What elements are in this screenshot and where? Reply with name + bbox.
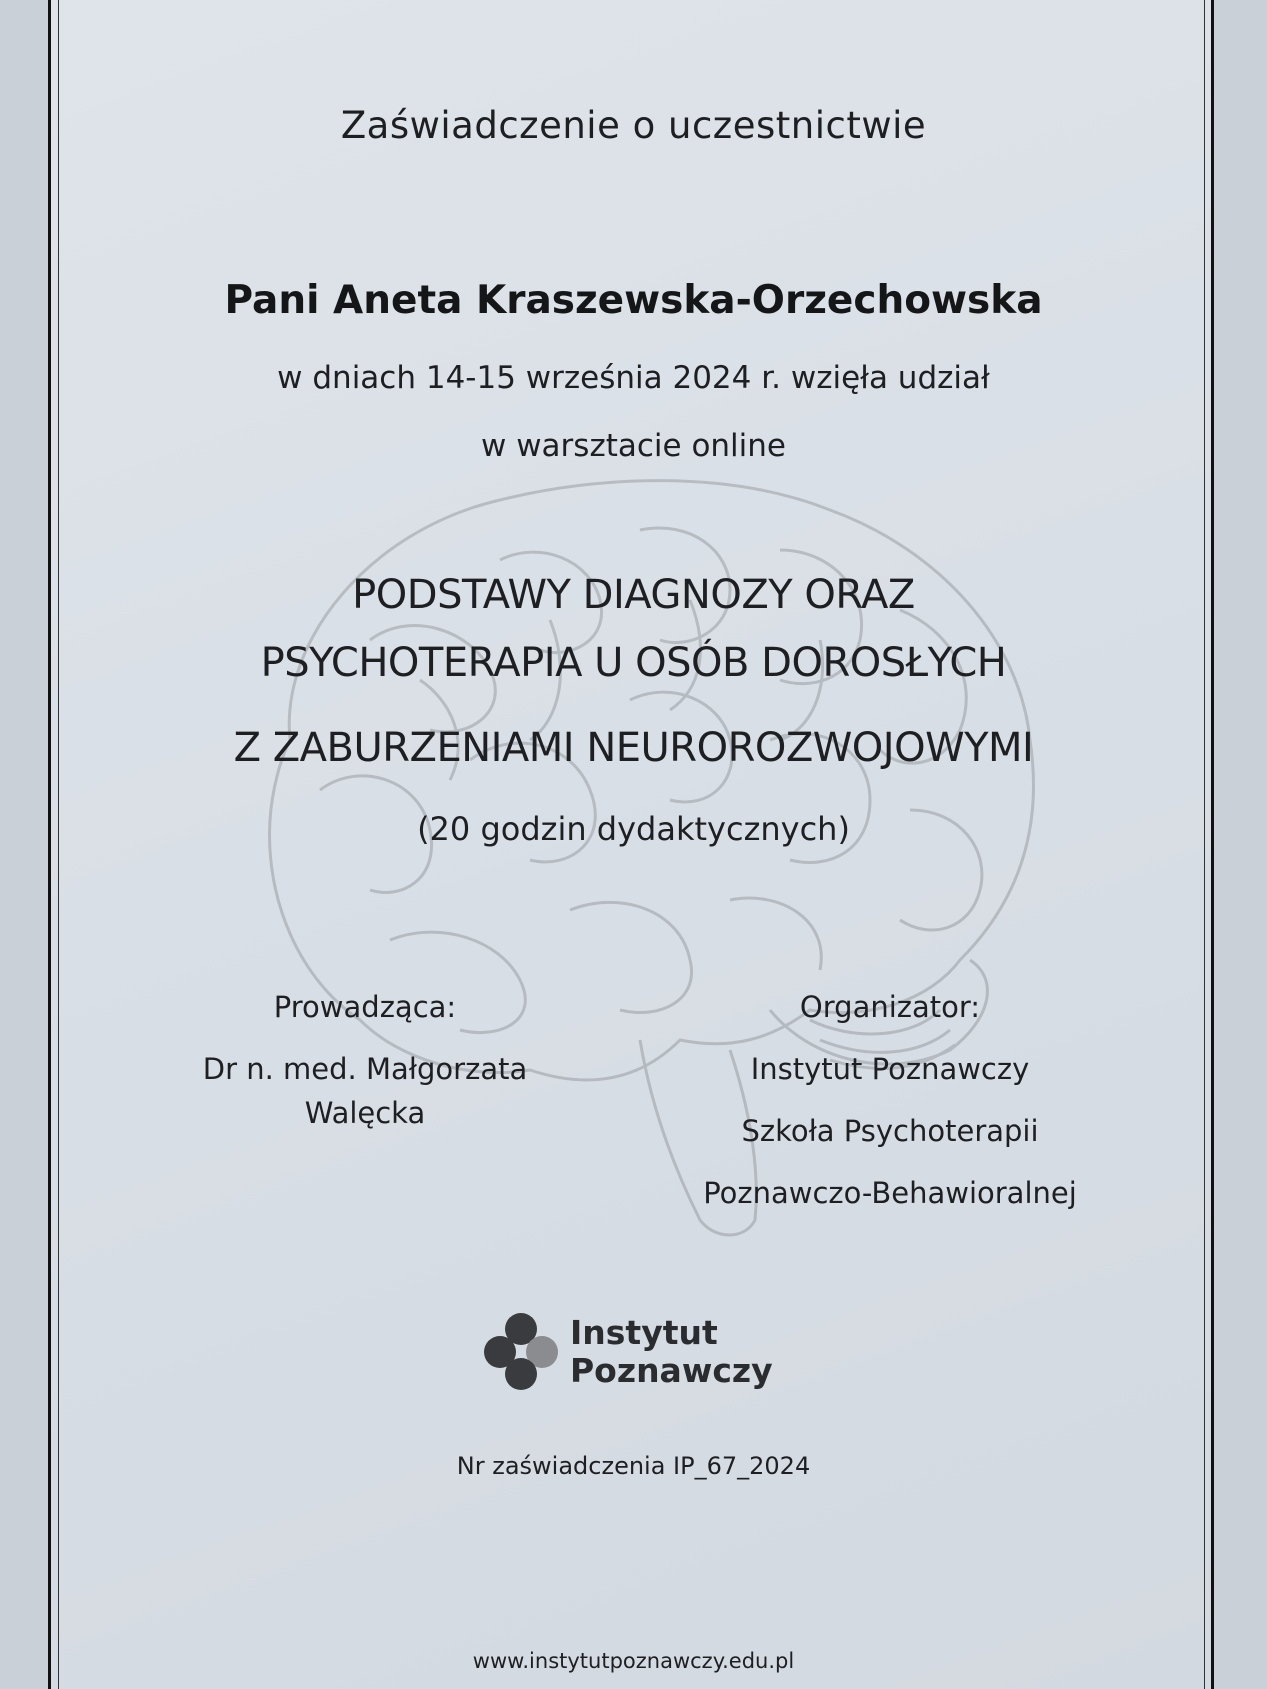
institute-logo [482, 1312, 782, 1392]
logo-text-line: Instytut [570, 1313, 718, 1352]
certificate-heading: Zaświadczenie o uczestnictwie [340, 104, 927, 147]
certificate-number: Nr zaświadczenia IP_67_2024 [456, 1452, 811, 1480]
logo-text-line: Poznawczy [570, 1351, 773, 1390]
organizer-line: Instytut Poznawczy [750, 1052, 1030, 1086]
workshop-line: w warsztacie online [480, 428, 787, 464]
instructor-name-line: Dr n. med. Małgorzata [202, 1052, 528, 1086]
course-title-line: PSYCHOTERAPIA U OSÓB DOROSŁYCH [260, 640, 1007, 686]
organizer-line: Poznawczo-Behawioralnej [703, 1176, 1077, 1210]
instructor-name-line: Walęcka [304, 1096, 426, 1130]
course-title-line: Z ZABURZENIAMI NEUROROZWOJOWYMI [233, 725, 1034, 771]
organizer-label: Organizator: [799, 990, 981, 1024]
organizer-line: Szkoła Psychoterapii [741, 1114, 1039, 1148]
four-circles-logo-icon [482, 1312, 566, 1392]
logo-text [570, 1314, 773, 1390]
participant-name: Pani Aneta Kraszewska-Orzechowska [224, 278, 1043, 323]
dates-line: w dniach 14-15 września 2024 r. wzięła udział [277, 360, 990, 396]
course-title-line: PODSTAWY DIAGNOZY ORAZ [352, 572, 915, 618]
website-url: www.instytutpoznawczy.edu.pl [472, 1649, 795, 1673]
course-hours: (20 godzin dydaktycznych) [417, 810, 850, 848]
instructor-label: Prowadząca: [273, 990, 457, 1024]
